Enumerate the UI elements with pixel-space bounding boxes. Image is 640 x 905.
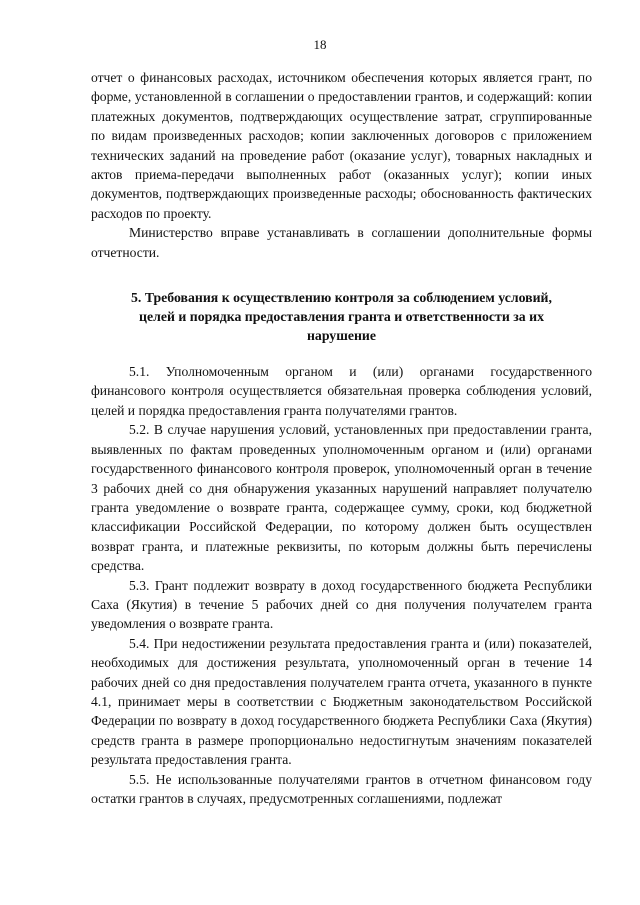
section-title-line: целей и порядка предоставления гранта и ответственности за их <box>139 309 544 325</box>
clause-5-4: 5.4. При недостижении результата предоставления гранта и (или) показателей, необходимых для достижения результата, уполномоченный орган в течение 14 рабочих дней со дня предоставления получателем гранта отчета, указанного в пункте 4.1, принимает меры в соответствии с Бюджетным законодательством Российской Федерации по возврату в доход государственного бюджета Республики Саха (Якутия) средств гранта в размере пропорционально недостигнутым значениям показателей результата предоставления гранта. <box>91 635 592 768</box>
intro-paragraph-reporting: отчет о финансовых расходах, источником обеспечения которых является грант, по форме, установленной в соглашении о предоставлении грантов, и содержащий: копии платежных документов, подтверждающих осуществление затрат, сгруппированные по видам произведенных расходов; копии заключенных договоров с приложением технических заданий на проведение работ (оказание услуг), товарных накладных и актов приема-передачи выполненных работ (оказанных услуг); копии иных документов, подтверждающих произведенные расходы; обоснованность фактических расходов по проекту. <box>91 70 592 221</box>
section-title-line: нарушение <box>306 328 377 344</box>
section-title-line: 5. Требования к осуществлению контроля за соблюдением условий, <box>131 290 552 306</box>
page-body <box>91 68 592 808</box>
section-title <box>91 288 592 345</box>
clause-5-5: 5.5. Не использованные получателями грантов в отчетном финансовом году остатки грантов в случаях, предусмотренных соглашениями, подлежат <box>91 771 592 806</box>
clause-5-1: 5.1. Уполномоченным органом и (или) органами государственного финансового контроля осуществляется обязательная проверка соблюдения условий, целей и порядка предоставления гранта получателями грантов. <box>91 364 592 418</box>
intro-paragraph-additional-forms: Министерство вправе устанавливать в соглашении дополнительные формы отчетности. <box>91 225 592 260</box>
clause-5-2: 5.2. В случае нарушения условий, установленных при предоставлении гранта, выявленных по фактам проведенных уполномоченным органом и (или) органами государственного финансового контроля проверок, уполномоченный орган в течение 3 рабочих дней со дня обнаружения указанных нарушений направляет получателю гранта уведомление о возврате гранта, содержащее сумму, сроки, код бюджетной классификации Российской Федерации, по которому должен быть осуществлен возврат гранта, и платежные реквизиты, по которым должны быть перечислены средства. <box>91 422 592 574</box>
clause-5-3: 5.3. Грант подлежит возврату в доход государственного бюджета Республики Саха (Якутия) в течение 5 рабочих дней со дня получения получателем гранта уведомления о возврате гранта. <box>91 577 592 632</box>
page-number: 18 <box>313 37 327 52</box>
